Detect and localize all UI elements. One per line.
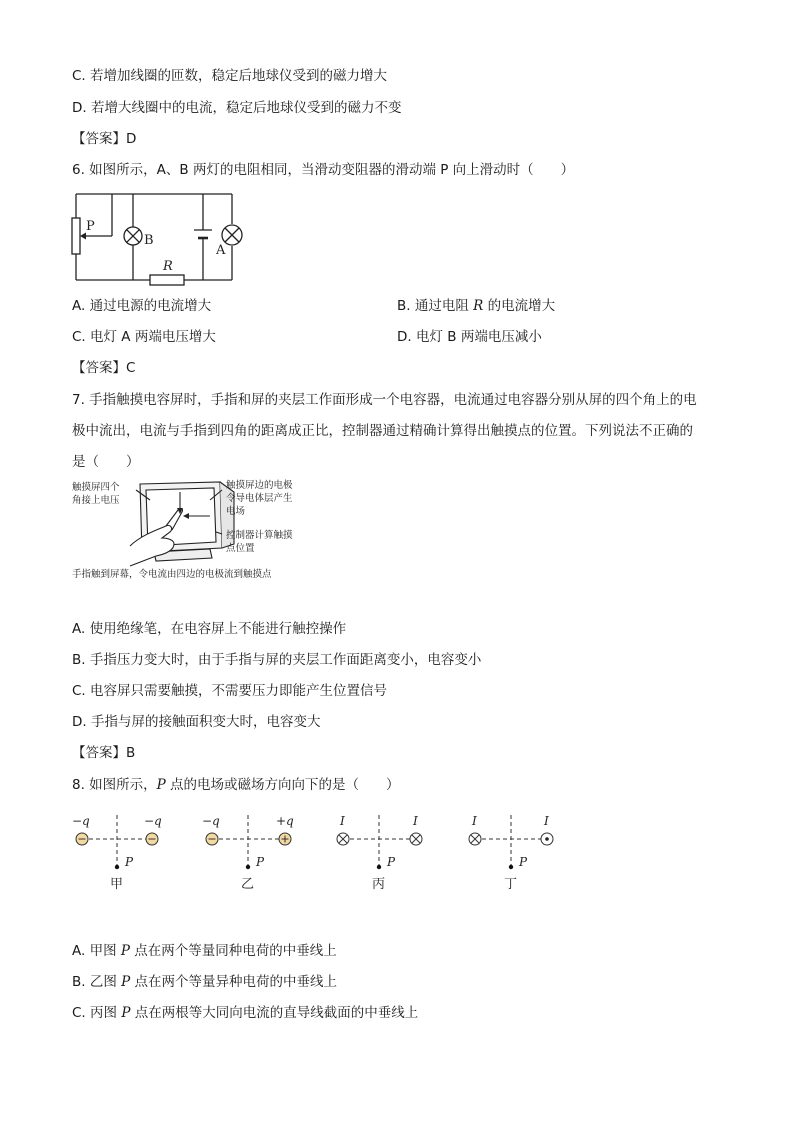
- q7-stem-line1: 7. 手指触摸电容屏时，手指和屏的夹层工作面形成一个电容器，电流通过电容器分别从屏的四个角上的电: [72, 392, 697, 408]
- answer-label: 【答案】: [72, 360, 126, 376]
- label-a: A: [216, 243, 226, 258]
- callout-left-2: 角接上电压: [72, 495, 120, 506]
- point-label: P: [519, 855, 528, 869]
- figure-name: 丁: [504, 877, 518, 892]
- charge-label: −q: [144, 814, 162, 828]
- charge-label: +q: [276, 814, 294, 828]
- figure-name: 丙: [372, 877, 386, 892]
- q7-option-c: C. 电容屏只需要触摸，不需要压力即能产生位置信号: [72, 683, 388, 699]
- q7-touchscreen-figure: [70, 476, 320, 584]
- q8-option-b: B. 乙图 P 点在两个等量异种电荷的中垂线上: [72, 974, 338, 990]
- answer-value: C: [126, 360, 136, 376]
- q7-option-d: D. 手指与屏的接触面积变大时，电容变大: [72, 714, 321, 730]
- answer-value: B: [126, 745, 136, 761]
- current-label: I: [472, 814, 477, 828]
- answer-label: 【答案】: [72, 745, 126, 761]
- figure-name: 乙: [241, 877, 255, 892]
- label-p: P: [86, 219, 95, 234]
- charge-label: −q: [72, 814, 90, 828]
- callout-right-2: 令导电体层产生: [226, 493, 293, 504]
- label-b: B: [144, 233, 154, 248]
- current-label: I: [413, 814, 418, 828]
- callout-ctrl-2: 点位置: [226, 543, 255, 554]
- answer-label: 【答案】: [72, 131, 126, 147]
- var-r: R: [473, 298, 484, 314]
- q6-stem: 6. 如图所示，A、B 两灯的电阻相同，当滑动变阻器的滑动端 P 向上滑动时（ ）: [72, 162, 575, 178]
- q8-figures: [70, 810, 570, 900]
- point-label: P: [256, 855, 265, 869]
- point-label: P: [125, 855, 134, 869]
- q6-option-b: B. 通过电阻 R 的电流增大: [397, 298, 556, 314]
- q6-option-d: D. 电灯 B 两端电压减小: [397, 329, 542, 345]
- label-r: R: [163, 259, 173, 274]
- q6-circuit-figure: [70, 186, 250, 286]
- q7-option-b: B. 手指压力变大时，由于手指与屏的夹层工作面距离变小，电容变小: [72, 652, 482, 668]
- figure-name: 甲: [110, 877, 124, 892]
- current-label: I: [340, 814, 345, 828]
- q5-option-d: D. 若增大线圈中的电流，稳定后地球仪受到的磁力不变: [72, 100, 402, 116]
- q8-option-c: C. 丙图 P 点在两根等大同向电流的直导线截面的中垂线上: [72, 1005, 419, 1021]
- q6-option-c: C. 电灯 A 两端电压增大: [72, 329, 216, 345]
- q8-option-a: A. 甲图 P 点在两个等量同种电荷的中垂线上: [72, 943, 337, 959]
- q7-option-a: A. 使用绝缘笔，在电容屏上不能进行触控操作: [72, 621, 347, 637]
- callout-left-1: 触摸屏四个: [72, 482, 120, 493]
- callout-ctrl-1: 控制器计算触摸: [226, 530, 293, 541]
- point-label: P: [387, 855, 396, 869]
- figure-caption: 手指触到屏幕，令电流由四边的电极流到触摸点: [72, 569, 272, 580]
- q8-stem: 8. 如图所示，P 点的电场或磁场方向向下的是（ ）: [72, 777, 400, 793]
- q7-stem-line3: 是（ ）: [72, 454, 140, 470]
- q6-answer: [72, 358, 135, 378]
- q7-stem-line2: 极中流出，电流与手指到四角的距离成正比，控制器通过精确计算得出触摸点的位置。下列说法不正确的: [72, 423, 693, 439]
- answer-value: D: [126, 131, 137, 147]
- q7-answer: [72, 743, 135, 763]
- q6-option-a: A. 通过电源的电流增大: [72, 298, 212, 314]
- charge-label: −q: [202, 814, 220, 828]
- callout-right-1: 触摸屏边的电极: [226, 480, 293, 491]
- q5-answer: [72, 129, 136, 149]
- q5-option-c: C. 若增加线圈的匝数，稳定后地球仪受到的磁力增大: [72, 68, 388, 84]
- callout-right-3: 电场: [226, 506, 246, 517]
- current-label: I: [544, 814, 549, 828]
